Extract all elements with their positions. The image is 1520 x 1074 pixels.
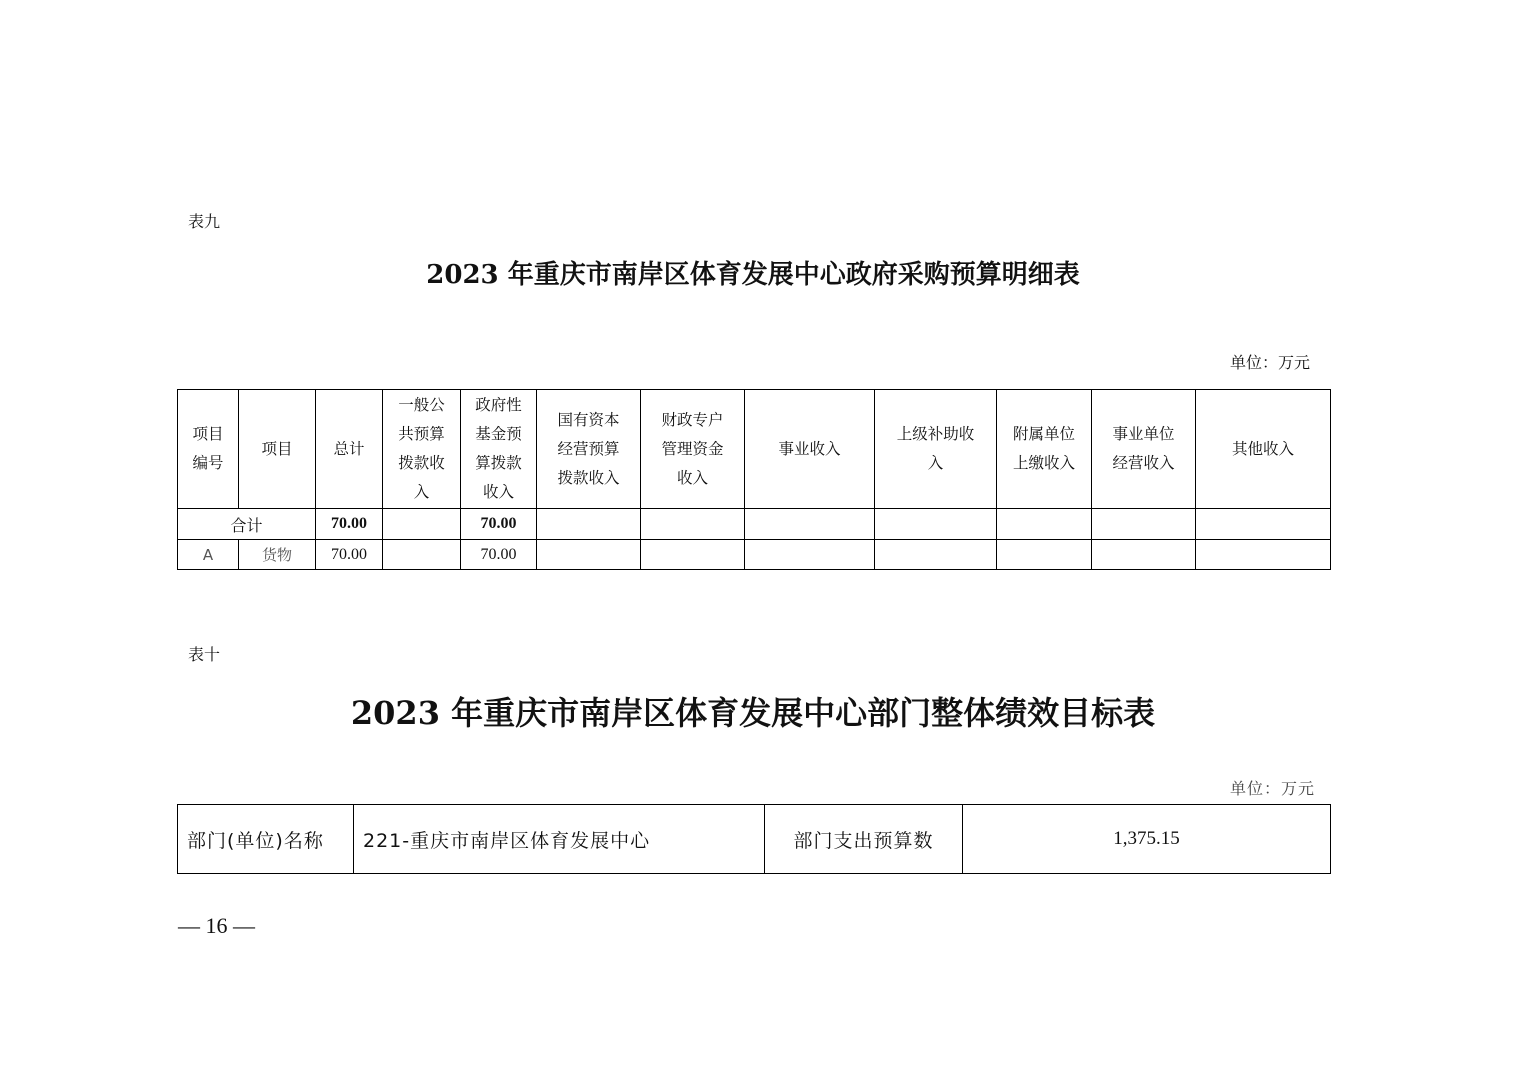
header-affiliated-income: 附属单位 上缴收入 [997,390,1092,509]
budget-label: 部门支出预算数 [765,805,963,874]
row-fund: 70.00 [461,540,537,570]
empty-cell [875,540,997,570]
page-number: — 16 — [178,913,255,938]
header-fiscal-special: 财政专户 管理资金 收入 [641,390,745,509]
header-general-budget: 一般公 共预算 拨款收 入 [383,390,461,509]
table9-total-row [178,509,1331,540]
empty-cell [875,509,997,540]
row-code: A [178,540,239,570]
empty-cell [641,509,745,540]
header-total: 总计 [316,390,383,509]
total-general [383,509,461,540]
table-row [178,540,1331,570]
total-label: 合计 [178,509,316,540]
table9-label: 表九 [188,212,221,231]
budget-value: 1,375.15 [963,805,1331,874]
header-gov-fund: 政府性 基金预 算拨款 收入 [461,390,537,509]
empty-cell [745,540,875,570]
empty-cell [745,509,875,540]
table10-unit: 单位：万元 [1230,779,1316,798]
table10-title: 2023 年重庆市南岸区体育发展中心部门整体绩效目标表 [350,694,1156,732]
dept-name-label: 部门(单位)名称 [178,805,354,874]
empty-cell [641,540,745,570]
table9-title: 2023 年重庆市南岸区体育发展中心政府采购预算明细表 [426,260,1080,290]
empty-cell [537,540,641,570]
empty-cell [997,540,1092,570]
total-fund: 70.00 [461,509,537,540]
empty-cell [1092,540,1196,570]
empty-cell [537,509,641,540]
row-total: 70.00 [316,540,383,570]
table9-unit: 单位：万元 [1230,353,1311,372]
table10-label: 表十 [188,645,221,664]
header-item: 项目 [239,390,316,509]
empty-cell [1196,509,1331,540]
empty-cell [1196,540,1331,570]
empty-cell [1092,509,1196,540]
row-item: 货物 [239,540,316,570]
empty-cell [997,509,1092,540]
header-code: 项目 编号 [178,390,239,509]
header-business-income: 事业收入 [745,390,875,509]
header-other-income: 其他收入 [1196,390,1331,509]
header-superior-subsidy: 上级补助收 入 [875,390,997,509]
table10-row [178,805,1331,874]
header-state-capital: 国有资本 经营预算 拨款收入 [537,390,641,509]
procurement-budget-table [177,389,1331,570]
header-operating-income: 事业单位 经营收入 [1092,390,1196,509]
row-general [383,540,461,570]
table9-header-row [178,390,1331,509]
dept-name-value: 221-重庆市南岸区体育发展中心 [354,805,765,874]
total-total: 70.00 [316,509,383,540]
performance-target-table [177,804,1331,874]
